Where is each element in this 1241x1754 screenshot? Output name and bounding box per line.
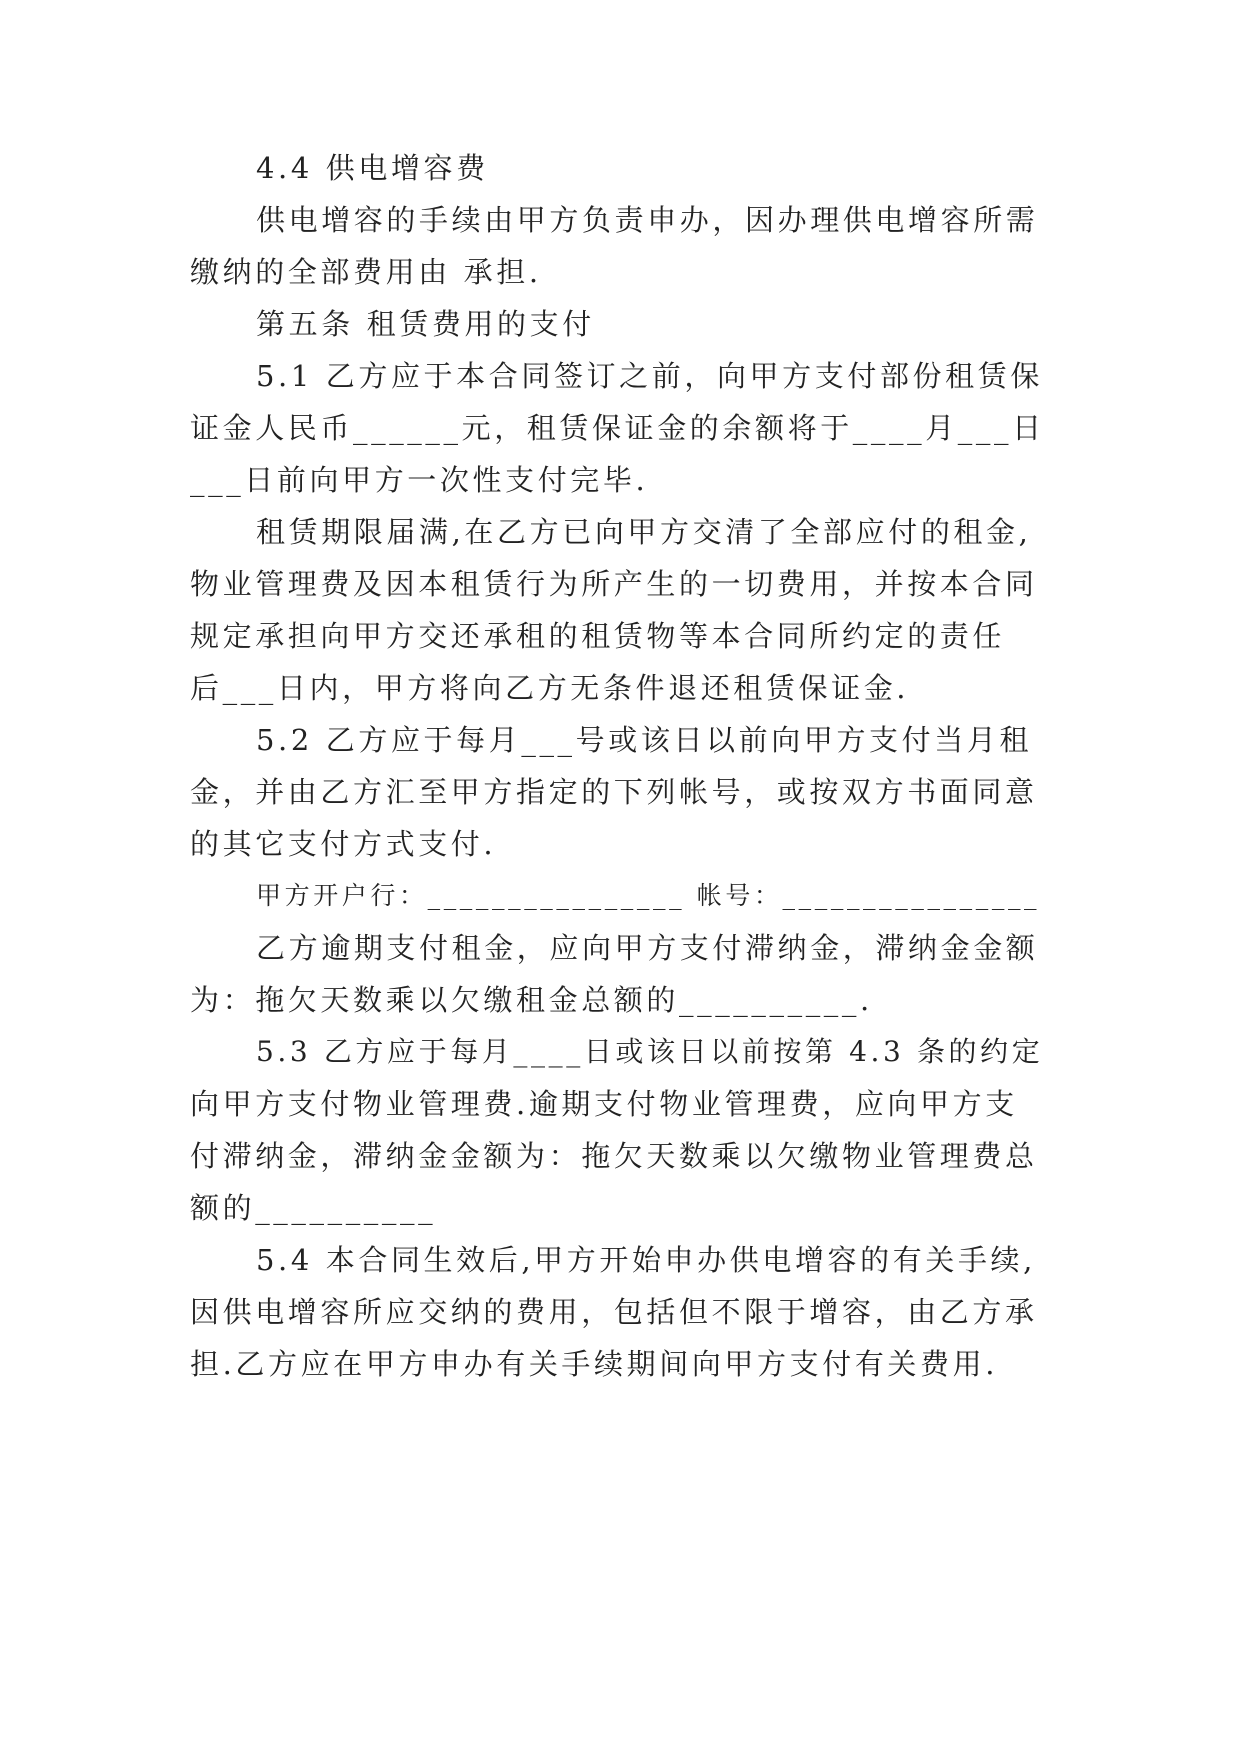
bank-account-line: 甲方开户行：________________ 帐号：________________	[256, 881, 1041, 910]
paragraph-line: 物业管理费及因本租赁行为所产生的一切费用，并按本合同	[190, 567, 1038, 601]
paragraph-line: 付滞纳金，滞纳金金额为：拖欠天数乘以欠缴物业管理费总	[190, 1139, 1038, 1173]
paragraph-line: 规定承担向甲方交还承租的租赁物等本合同所约定的责任	[190, 619, 1006, 653]
paragraph-line: 5.2 乙方应于每月___号或该日以前向甲方支付当月租	[256, 723, 1033, 757]
paragraph-line: 担.乙方应在甲方申办有关手续期间向甲方支付有关费用.	[190, 1347, 999, 1381]
paragraph-line: 金，并由乙方汇至甲方指定的下列帐号，或按双方书面同意	[190, 775, 1038, 809]
paragraph-line: 5.3 乙方应于每月____日或该日以前按第 4.3 条的约定	[256, 1035, 1044, 1068]
paragraph-line: 的其它支付方式支付.	[190, 827, 497, 861]
article-5-title: 第五条 租赁费用的支付	[256, 307, 595, 341]
paragraph-line: 5.1 乙方应于本合同签订之前，向甲方支付部份租赁保	[256, 359, 1043, 393]
paragraph-line: ___日前向甲方一次性支付完毕.	[190, 463, 649, 497]
paragraph-line: 缴纳的全部费用由 承担.	[190, 255, 542, 289]
paragraph-line: 供电增容的手续由甲方负责申办，因办理供电增容所需	[256, 203, 1039, 237]
paragraph-line: 乙方逾期支付租金，应向甲方支付滞纳金，滞纳金金额	[256, 931, 1039, 965]
paragraph-line: 因供电增容所应交纳的费用，包括但不限于增容，由乙方承	[190, 1295, 1038, 1329]
paragraph-line: 额的__________	[190, 1191, 437, 1225]
heading-4-4: 4.4 供电增容费	[256, 151, 489, 185]
paragraph-line: 为：拖欠天数乘以欠缴租金总额的__________.	[190, 983, 873, 1017]
paragraph-line: 租赁期限届满,在乙方已向甲方交清了全部应付的租金,	[256, 515, 1032, 549]
paragraph-line: 向甲方支付物业管理费.逾期支付物业管理费，应向甲方支	[190, 1087, 1018, 1121]
paragraph-line: 后___日内，甲方将向乙方无条件退还租赁保证金.	[190, 671, 910, 705]
paragraph-line: 5.4 本合同生效后,甲方开始申办供电增容的有关手续,	[256, 1243, 1036, 1277]
paragraph-line: 证金人民币______元，租赁保证金的余额将于____月___日	[190, 411, 1045, 445]
